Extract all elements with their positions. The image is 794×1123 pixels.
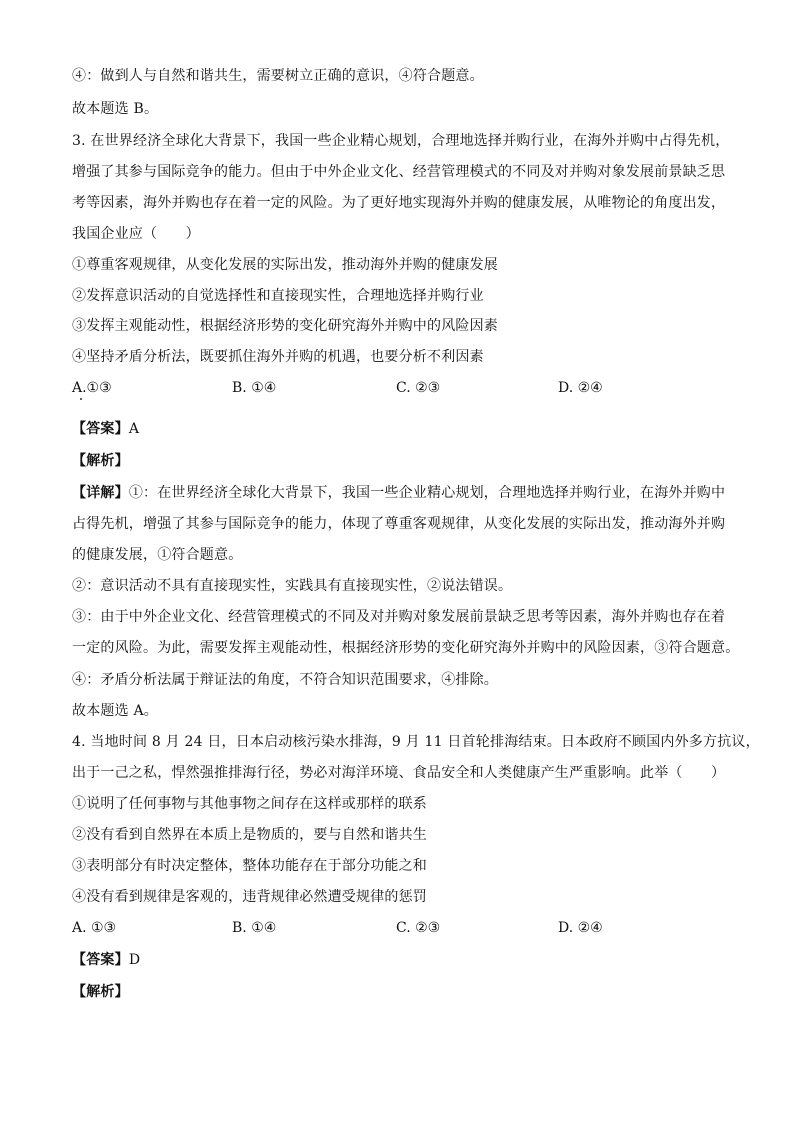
choice-a: A. ①③ bbox=[72, 920, 117, 936]
question-3-stem: 我国企业应（ ） bbox=[72, 226, 200, 242]
question-3-statement: ②发挥意识活动的自觉选择性和直接现实性，合理地选择并购行业 bbox=[72, 288, 484, 304]
question-3-conclusion: 故本题选 A。 bbox=[72, 703, 158, 719]
answer-label: 【答案】 bbox=[72, 952, 129, 968]
question-3-statement: ①尊重客观规律，从变化发展的实际出发，推动海外并购的健康发展 bbox=[72, 257, 498, 273]
question-4-statement: ④没有看到规律是客观的，违背规律必然遭受规律的惩罚 bbox=[72, 889, 427, 905]
question-3-detail: ③：由于中外企业文化、经营管理模式的不同及对并购对象发展前景缺乏思考等因素，海外并购也存在着 bbox=[72, 609, 726, 625]
detail-text: ①：在世界经济全球化大背景下，我国一些企业精心规划，合理地选择并购行业，在海外并购中 bbox=[128, 485, 726, 501]
answer-value: D bbox=[128, 952, 141, 968]
text-line: 故本题选 B。 bbox=[72, 101, 159, 117]
question-3-detail: ④：矛盾分析法属于辩证法的角度，不符合知识范围要求，④排除。 bbox=[72, 672, 498, 688]
question-3-detail: 的健康发展，①符合题意。 bbox=[72, 547, 243, 563]
question-4-stem: 出于一己之私，悍然强推排海行径，势必对海洋环境、食品安全和人类健康产生严重影响。此举（ ） bbox=[72, 765, 726, 781]
question-4-answer bbox=[72, 950, 140, 970]
question-3-stem: 增强了其参与国际竞争的能力。但由于中外企业文化、经营管理模式的不同及对并购对象发展前景缺乏思 bbox=[72, 164, 726, 180]
choice-d: D. ②④ bbox=[558, 380, 603, 396]
question-4-statement: ②没有看到自然界在本质上是物质的，要与自然和谐共生 bbox=[72, 827, 427, 843]
question-3-analysis-label: 【解析】 bbox=[72, 453, 129, 469]
detail-label: 【详解】 bbox=[72, 485, 129, 501]
question-3-answer bbox=[72, 419, 139, 439]
question-4-statement: ③表明部分有时决定整体，整体功能存在于部分功能之和 bbox=[72, 858, 427, 874]
question-3-detail: ②：意识活动不具有直接现实性，实践具有直接现实性，②说法错误。 bbox=[72, 578, 513, 594]
question-3-choices bbox=[72, 378, 722, 398]
answer-value: A bbox=[128, 421, 140, 437]
question-3-detail bbox=[72, 483, 725, 503]
question-3-detail: 占得先机，增强了其参与国际竞争的能力，体现了尊重客观规律，从变化发展的实际出发，推动海外并购 bbox=[72, 516, 726, 532]
question-4-analysis-label: 【解析】 bbox=[72, 984, 129, 1000]
answer-label: 【答案】 bbox=[72, 421, 129, 437]
question-3-statement: ④坚持矛盾分析法，既要抓住海外并购的机遇，也要分析不利因素 bbox=[72, 349, 484, 365]
choice-d: D. ②④ bbox=[558, 920, 603, 936]
question-3-stem: 3. 在世界经济全球化大背景下，我国一些企业精心规划，合理地选择并购行业，在海外并购中占得先机， bbox=[72, 133, 730, 149]
choice-b: B. ①④ bbox=[232, 380, 277, 396]
choice-c: C. ②③ bbox=[396, 920, 441, 936]
choice-c: C. ②③ bbox=[396, 380, 441, 396]
question-4-statement: ①说明了任何事物与其他事物之间存在这样或那样的联系 bbox=[72, 796, 427, 812]
text-line: ④：做到人与自然和谐共生，需要树立正确的意识，④符合题意。 bbox=[72, 68, 484, 84]
question-3-detail: 一定的风险。为此，需要发挥主观能动性，根据经济形势的变化研究海外并购中的风险因素，③符合题意。 bbox=[72, 640, 740, 656]
choice-a: A.①③ bbox=[72, 380, 112, 396]
question-3-statement: ③发挥主观能动性，根据经济形势的变化研究海外并购中的风险因素 bbox=[72, 318, 498, 334]
question-4-choices bbox=[72, 918, 722, 938]
stray-dot bbox=[80, 398, 82, 400]
question-4-stem: 4. 当地时间 8 月 24 日，日本启动核污染水排海，9 月 11 日首轮排海结束。日本政府不顾国内外多方抗议， bbox=[72, 734, 760, 750]
question-3-stem: 考等因素，海外并购也存在着一定的风险。为了更好地实现海外并购的健康发展，从唯物论的角度出发， bbox=[72, 195, 726, 211]
choice-b: B. ①④ bbox=[232, 920, 277, 936]
